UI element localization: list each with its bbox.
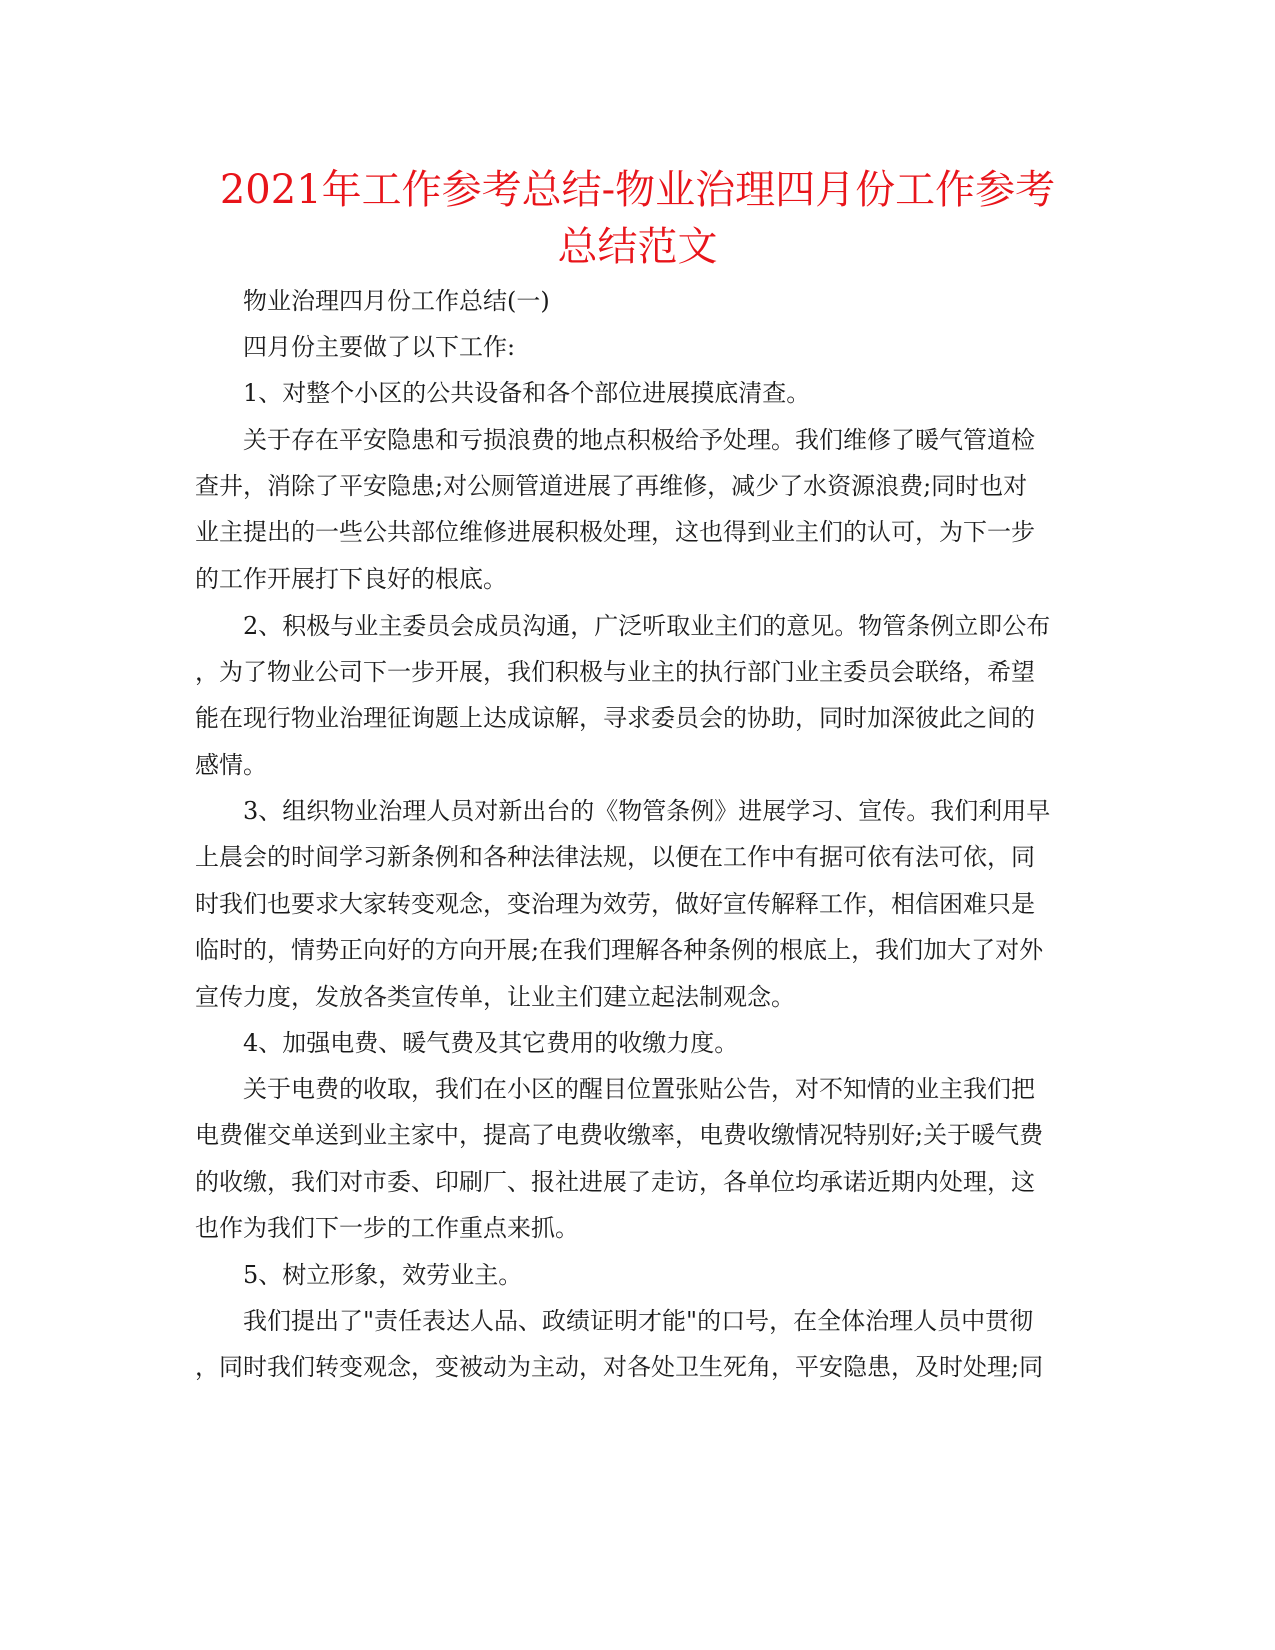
paragraph-line: 上晨会的时间学习新条例和各种法律法规，以便在工作中有据可依有法可依，同	[195, 843, 1035, 871]
list-item-heading: 1、对整个小区的公共设备和各个部位进展摸底清查。	[243, 379, 811, 407]
paragraph-line: 电费催交单送到业主家中，提高了电费收缴率，电费收缴情况特别好;关于暖气费	[195, 1121, 1044, 1149]
list-item-heading: 2、积极与业主委员会成员沟通，广泛听取业主们的意见。物管条例立即公布	[243, 612, 1051, 640]
section-heading: 物业治理四月份工作总结(一)	[243, 287, 550, 315]
paragraph-line: 感情。	[195, 751, 267, 779]
paragraph-line: 也作为我们下一步的工作重点来抓。	[195, 1214, 579, 1242]
paragraph-line: 的收缴，我们对市委、印刷厂、报社进展了走访，各单位均承诺近期内处理，这	[195, 1168, 1035, 1196]
document-title-line-2: 总结范文	[557, 224, 718, 270]
paragraph-line: ，同时我们转变观念，变被动为主动，对各处卫生死角，平安隐患，及时处理;同	[195, 1353, 1044, 1381]
paragraph-line: 业主提出的一些公共部位维修进展积极处理，这也得到业主们的认可，为下一步	[195, 518, 1035, 546]
paragraph-line: 能在现行物业治理征询题上达成谅解，寻求委员会的协助，同时加深彼此之间的	[195, 704, 1035, 732]
paragraph-line: 的工作开展打下良好的根底。	[195, 565, 507, 593]
paragraph-line: 时我们也要求大家转变观念，变治理为效劳，做好宣传解释工作，相信困难只是	[195, 890, 1035, 918]
list-item-heading: 3、组织物业治理人员对新出台的《物管条例》进展学习、宣传。我们利用早	[243, 797, 1051, 825]
paragraph-line: 我们提出了"责任表达人品、政绩证明才能"的口号，在全体治理人员中贯彻	[243, 1307, 1034, 1335]
paragraph-line: 临时的，情势正向好的方向开展;在我们理解各种条例的根底上，我们加大了对外	[195, 936, 1044, 964]
document-title-line-1: 2021年工作参考总结-物业治理四月份工作参考	[219, 167, 1056, 213]
list-item-heading: 4、加强电费、暖气费及其它费用的收缴力度。	[243, 1029, 739, 1057]
list-item-heading: 5、树立形象，效劳业主。	[243, 1261, 523, 1289]
paragraph-line: 四月份主要做了以下工作:	[243, 333, 516, 361]
paragraph-line: 查井，消除了平安隐患;对公厕管道进展了再维修，减少了水资源浪费;同时也对	[195, 472, 1028, 500]
paragraph-line: 宣传力度，发放各类宣传单，让业主们建立起法制观念。	[195, 983, 795, 1011]
paragraph-line: 关于存在平安隐患和亏损浪费的地点积极给予处理。我们维修了暖气管道检	[243, 426, 1035, 454]
paragraph-line: ，为了物业公司下一步开展，我们积极与业主的执行部门业主委员会联络，希望	[195, 658, 1035, 686]
paragraph-line: 关于电费的收取，我们在小区的醒目位置张贴公告，对不知情的业主我们把	[243, 1075, 1035, 1103]
